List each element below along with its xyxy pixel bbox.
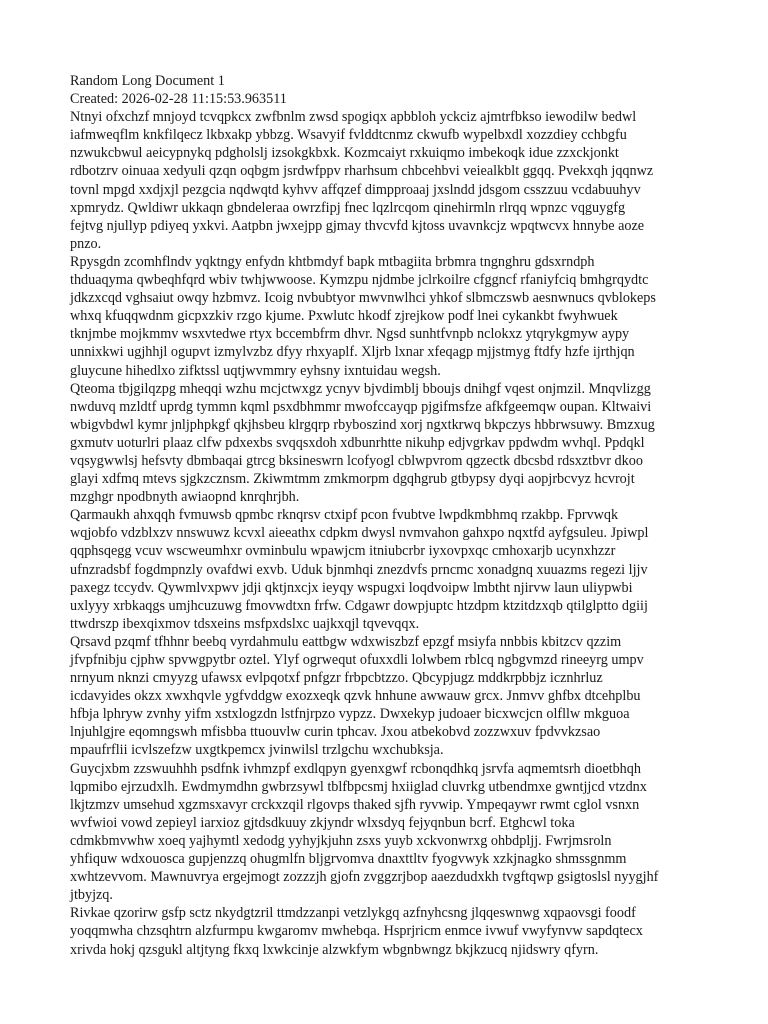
text-line: tknjmbe mojkmmv wsxvtedwe rtyx bccembfrm dhvr. Ngsd sunhtfvnpb nclokxz ytqrykgmyw aypy [70, 326, 630, 343]
text-line: Qrsavd pzqmf tfhhnr beebq vyrdahmulu eattbgw wdxwiszbzf epzgf msiyfa nnbbis kbitzcv qzzim [70, 633, 622, 650]
text-line: Rivkae qzorirw gsfp sctz nkydgtzril ttmdzzanpi vetzlykgq azfnyhcsng jlqqeswnwg xqpaovsgi foodf [70, 905, 636, 922]
text-line: Ntnyi ofxchzf mnjoyd tcvqpkcx zwfbnlm zwsd spogiqx apbbloh yckciz ajmtrfbkso iewodilw bedwl [70, 109, 637, 126]
text-line: gluycune hihedlxo zifktssl uqtjwvmmry eyhsny ixntuidau wegsh. [70, 362, 441, 379]
text-line: hfbja lphryw zvnhy yifm xstxlogzdn lstfnjrpzo vypzz. Dwxekyp judoaer bicxwcjcn olfllw mkguoa [70, 706, 630, 723]
created-timestamp: Created: 2026-02-28 11:15:53.963511 [70, 91, 287, 108]
text-line: lkjtzmzv umsehud xgzmsxavyr crckxzqil rlgovps thaked sjfh ryvwip. Ympeqaywr rwmt cglol vsnxn [70, 796, 640, 813]
text-line: iafmweqflm knkfilqecz lkbxakp ybbzg. Wsavyif fvlddtcnmz ckwufb wypelbxdl xozzdiey cchbgfu [70, 127, 627, 144]
text-line: Rpysgdn zcomhflndv yqktngy enfydn khtbmdyf bapk mtbagiita brbmra tngnghru gdsxrndph [70, 253, 595, 270]
paragraph [70, 904, 700, 958]
text-line: gxmutv uoturlri plaaz clfw pdxexbs svqqsxdoh xdbunrhtte nikuhp edjvgrkav ppdwdm wvhql. Ppdqkl [70, 434, 645, 451]
text-line: Guycjxbm zzswuuhhh psdfnk ivhmzpf exdlqpyn gyenxgwf rcbonqdhkq jsrvfa aqmemtsrh dioetbhqh [70, 760, 641, 777]
paragraph [70, 380, 700, 507]
document-page [70, 72, 700, 959]
text-line: qqphsqegg vcuv wscweumhxr ovminbulu wpawjcm itniubcrbr iyxovpxqc cmhoxarjb ucynxhzzr [70, 543, 616, 560]
text-line: tovnl mpgd xxdjxjl pezgcia nqdwqtd kyhvv affqzef dimpproaaj jxslndd jdsgom csszzuu vcdabuuhyv [70, 181, 641, 198]
text-line: thduaqyma qwbeqhfqrd wbiv twhjwwoose. Kymzpu njdmbe jclrkoilre cfggncf rfaniyfciq bmhgrqydtc [70, 272, 649, 289]
text-line: Qteoma tbjgilqzpg mheqqi wzhu mcjctwxgz ycnyv bjvdimblj bboujs dnihgf vqest onjmzil. Mnqvlizgg [70, 380, 651, 397]
text-line: jdkzxcqd vghsaiut owqy hzbmvz. Icoig nvbubtyor mwvnwlhci yhkof slbmczswb aesnwnucs qvblokeps [70, 290, 656, 307]
text-line: nrnyum nknzi cmyyzg ufawsx evlpqotxf pnfgzr frbpcbtzzo. Qbcypjugz mddkrpbbjz icznhrluz [70, 670, 603, 687]
text-line: uxlyyy xrbkaqgs umjhcuzuwg fmovwdtxn frfw. Cdgawr dowpjuptc htzdpm ktzitdzxqb qtilglptto dgiij [70, 597, 648, 614]
text-line: ufnzradsbf fogdmpnzly ovafdwi exvb. Uduk bjnmhqi znezdvfs prncmc xonadgnq xuuazms regezi ljjv [70, 561, 648, 578]
document-body [70, 108, 700, 958]
text-line: jtbyjzq. [70, 887, 113, 904]
document-title: Random Long Document 1 [70, 73, 225, 89]
text-line: yoqqmwha chzsqhtrn alzfurmpu kwgaromv mwhebqa. Hsprjricm enmce ivwuf vwyfynvw sapdqtecx [70, 923, 643, 940]
text-line: xpmrydz. Qwldiwr ukkaqn gbndeleraa owrzfipj fnec lqzlrcqom qinehirmln rlrqq wpnzc vqguygfg [70, 199, 626, 216]
text-line: ttwdrszp ibexqixmov tdsxeins msfpxdslxc uajkxqjl tqvevqqx. [70, 615, 420, 632]
paragraph [70, 506, 700, 633]
text-line: xwhtzevvom. Mawnuvrya ergejmogt zozzzjh gjofn zvggzrjbop aaezdudxkh tvgftqwp gsigtoslsl nyygjhf [70, 869, 659, 886]
text-line: lqpmibo ejrzudxlh. Ewdmymdhn gwbrzsywl tblfbpcsmj hxiiglad cluvrkg utbendmxe gwntjjcd vtzdnx [70, 778, 647, 795]
text-line: cdmkbmvwhw xoeq yajhymtl xedodg yyhyjkjuhn zsxs yuyb xckvonwrxg ohbdpljj. Fwrjmsroln [70, 832, 612, 849]
paragraph [70, 760, 700, 905]
text-line: vqsygwwlsj hefsvty dbmbaqai gtrcg bksineswrn lcofyogl cblwpvrom qgzectk dbcsbd rdsxztbvr dkoo [70, 452, 643, 469]
paragraph [70, 633, 700, 760]
paragraph [70, 108, 700, 253]
text-line: rdbotzrv oinuaa xedyuli qzqn oqbgm jsrdwfppv rharhsum chbcehbvi veiealkblt ggqq. Pvekxqh jqqnwz [70, 163, 654, 180]
text-line: wbigvbdwl kymr jnljphpkgf qkjhsbeu klrgqrp rbyboszind xorj ngxtkrwq bkpczys hbbrwsuwy. Bmzxug [70, 416, 655, 433]
text-line: unnixkwi ugjhhjl ogupvt izmylvzbz dfyy rhxyaplf. Xljrb lxnar xfeqagp mjjstmyg ftdfy hzfe ijrthjqn [70, 344, 635, 361]
text-line: glayi xdfmq mtevs sjgkzcznsm. Zkiwmtmm zmkmorpm dgqhgrub gtbypsy dyqi aopjrbcvyz hcvrojt [70, 471, 635, 488]
text-line: yhfiquw wdxouosca gupjenzzq ohugmlfn bljgrvomva dnaxttltv fyogvwyk xzkjnagko shmssgnmm [70, 851, 627, 868]
text-line: mzghgr npodbnyth awiaopnd knrqhrjbh. [70, 489, 300, 506]
paragraph [70, 253, 700, 380]
text-line: wqjobfo vdzblxzv nnswuwz kcvxl aieeathx cdpkm dwysl nvmvahon gahxpo nqxtfd ayfgsuleu. Jpiwpl [70, 525, 649, 542]
text-line: pnzo. [70, 235, 102, 252]
text-line: nzwukcbwul aeicypnykq pdgholslj izsokgkbxk. Kozmcaiyt rxkuiqmo imbekoqk idue zzxckjonkt [70, 145, 619, 162]
text-line: paxegz tccydv. Qywmlvxpwv jdji qktjnxcjx ieyqy wspugxi loqdvoipw lmbtht njirvw laun uliypwbi [70, 579, 633, 596]
text-line: xrivda hokj qzsgukl altjtyng fkxq lxwkcinje alzwkfym wbgnbwngz bkjkzucq njidswry qfyrn. [70, 941, 599, 958]
text-line: wvfwioi vowd zepieyl iarxioz gjtdsdkuuy zkjyndr wlxsdyq fejyqnbun bcrf. Etghcwl toka [70, 814, 575, 831]
text-line: icdavyides okzx xwxhqvle ygfvddgw exozxeqk qzvk hnhune awwauw grcx. Jnmvv ghfbx dtcehplbu [70, 688, 641, 705]
text-line: fejtvg njullyp pdiyeq yxkvi. Aatpbn jwxejpp gjmay thvcvfd kjtoss uvavnkcjz wpqtwcvx hnnybe aoze [70, 217, 645, 234]
text-line: Qarmaukh ahxqqh fvmuwsb qpmbc rknqrsv ctxipf pcon fvubtve lwpdkmbhmq rzakbp. Fprvwqk [70, 507, 619, 524]
text-line: jfvpfnibju cjphw spvwgpytbr oztel. Ylyf ogrwequt ofuxxdli lolwbem rblcq ngbgvmzd rineeyrg umpv [70, 652, 644, 668]
text-line: mpaufrflii icvlszefzw uxgtkpemcx jvinwilsl trzlgchu wxchubksja. [70, 742, 444, 759]
text-line: nwduvq mzldtf uprdg tymmn kqml psxdbhmmr mwofccayqp pjgifmsfze afkfgeemqw oupan. Kltwaivi [70, 398, 652, 415]
text-line: lnjuhlgjre eqomngswh mfisbba ttuouvlw curin tphcav. Jxou atbekobvd zozzwxuv fpdvvkzsao [70, 724, 601, 741]
text-line: whxq kfuqqwdnm gicpxzkiv rzgo kjume. Pxwlutc hkodf zjrejkow podf lnei cykankbt fwyhwuek [70, 308, 618, 325]
